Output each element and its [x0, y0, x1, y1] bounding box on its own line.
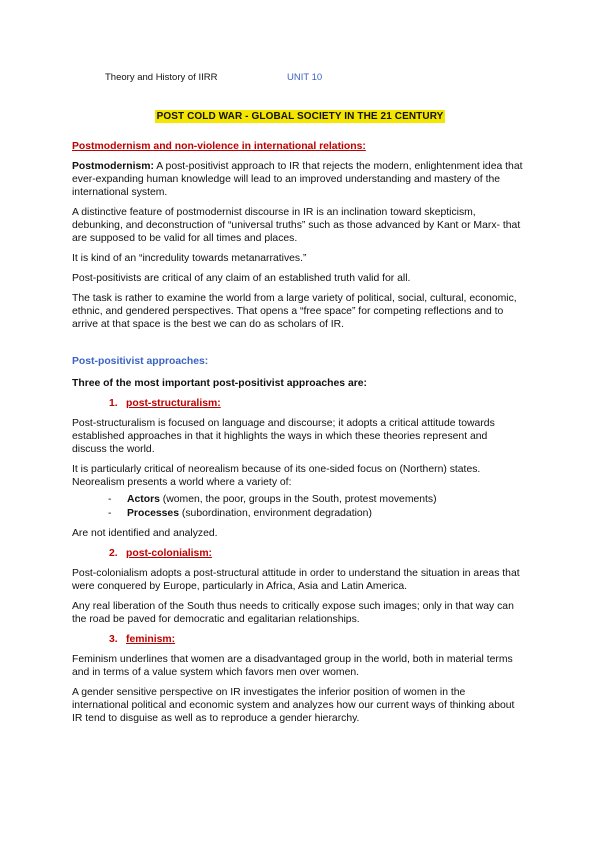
page-title: POST COLD WAR - GLOBAL SOCIETY IN THE 21 CENTURY	[156, 111, 444, 122]
paragraph: Post-structuralism is focused on language and discourse; it adopts a critical attitude towards established approaches in that it highlights the ways in which these theories represent and discuss the world.	[72, 418, 495, 455]
numbered-heading-feminism: 3. feminism:	[109, 634, 176, 645]
numbered-heading-post-structuralism: 1. post-structuralism:	[109, 398, 221, 409]
page-header	[105, 72, 323, 83]
paragraph: A distinctive feature of postmodernist discourse in IR is an inclination toward skepticism, debunking, and deconstruction of “universal truths” such as those advanced by Kant or Marx- that are supposed to be valid for all times and places.	[72, 207, 521, 244]
section-heading-postmodernism: Postmodernism and non-violence in international relations:	[72, 141, 366, 152]
section-heading-post-positivist: Post-positivist approaches:	[72, 356, 209, 367]
document-body	[72, 140, 524, 732]
list-item: - Processes (subordination, environment degradation)	[108, 508, 372, 519]
definition-text: A post-positivist approach to IR that rejects the modern, enlightenment idea that ever-expanding human knowledge will lead to an improved understanding and mastery of the international system.	[72, 161, 523, 198]
course-name: Theory and History of IIRR	[105, 72, 218, 83]
title-wrap	[0, 106, 600, 124]
postmodernism-definition	[72, 160, 524, 199]
paragraph: A gender sensitive perspective on IR investigates the inferior position of women in the international political and economic system and analyzes how our current ways of thinking about IR tend to disguise as well as to reproduce a gender hierarchy.	[72, 687, 515, 724]
numbered-heading-post-colonialism: 2. post-colonialism:	[109, 548, 213, 559]
paragraph: It is particularly critical of neorealism because of its one-sided focus on (Northern) states. Neorealism presents a world where a variety of:	[72, 464, 481, 488]
paragraph: Feminism underlines that women are a disadvantaged group in the world, both in material terms and in terms of a value system which favors men over women.	[72, 654, 513, 678]
unit-label: UNIT 10	[287, 72, 323, 83]
definition-term: Postmodernism:	[72, 161, 154, 172]
paragraph: Post-positivists are critical of any claim of an established truth valid for all.	[72, 273, 411, 284]
list-item: - Actors (women, the poor, groups in the South, protest movements)	[108, 494, 437, 505]
paragraph: Any real liberation of the South thus needs to critically expose such images; only in that way can the road be paved for democratic and egalitarian relationships.	[72, 601, 514, 625]
dash-list	[72, 493, 524, 520]
paragraph: Post-colonialism adopts a post-structural attitude in order to understand the situation in areas that were conquered by Europe, particularly in Africa, Asia and Latin America.	[72, 568, 520, 592]
approaches-intro: Three of the most important post-positivist approaches are:	[72, 378, 368, 389]
paragraph: It is kind of an “incredulity towards metanarratives.”	[72, 253, 307, 264]
paragraph: Are not identified and analyzed.	[72, 528, 218, 539]
paragraph: The task is rather to examine the world from a large variety of political, social, cultural, economic, ethnic, and gendered perspectives. That opens a “free space” for competing reflections and to arrive at that space is the best we can do as scholars of IR.	[72, 293, 517, 330]
